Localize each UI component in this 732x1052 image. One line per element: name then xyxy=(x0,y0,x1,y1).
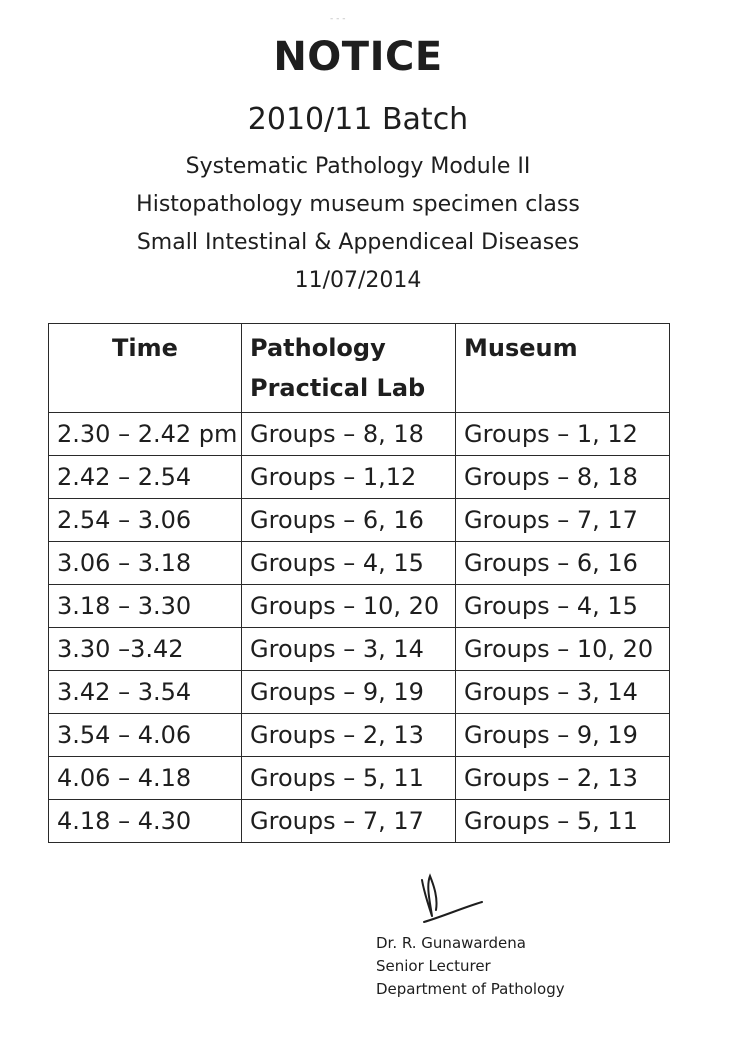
table-row xyxy=(49,800,670,843)
cell-time: 2.54 – 3.06 xyxy=(49,499,242,542)
header-museum: Museum xyxy=(456,324,670,413)
table-row xyxy=(49,671,670,714)
header-lab xyxy=(242,324,456,413)
cell-lab-groups: Groups – 7, 17 xyxy=(242,800,456,843)
cell-museum-groups: Groups – 1, 12 xyxy=(456,413,670,456)
cell-museum-groups: Groups – 5, 11 xyxy=(456,800,670,843)
schedule-table xyxy=(48,323,670,843)
subtitle-block xyxy=(0,150,716,302)
cell-museum-groups: Groups – 7, 17 xyxy=(456,499,670,542)
table-header-row xyxy=(49,324,670,413)
cell-lab-groups: Groups – 9, 19 xyxy=(242,671,456,714)
table-row xyxy=(49,499,670,542)
cell-time: 4.06 – 4.18 xyxy=(49,757,242,800)
cell-lab-groups: Groups – 5, 11 xyxy=(242,757,456,800)
signer-department: Department of Pathology xyxy=(376,980,565,998)
signer-block xyxy=(376,932,565,1001)
date-line: 11/07/2014 xyxy=(294,268,422,293)
header-lab-line1: Pathology xyxy=(250,334,386,362)
signer-title: Senior Lecturer xyxy=(376,957,491,975)
cell-time: 3.42 – 3.54 xyxy=(49,671,242,714)
cell-lab-groups: Groups – 8, 18 xyxy=(242,413,456,456)
batch-label: 2010/11 Batch xyxy=(247,102,469,137)
table-row xyxy=(49,413,670,456)
table-row xyxy=(49,456,670,499)
header-lab-line2: Practical Lab xyxy=(250,374,426,402)
table-row xyxy=(49,757,670,800)
module-line: Systematic Pathology Module II xyxy=(185,154,531,179)
table-row xyxy=(49,628,670,671)
cell-museum-groups: Groups – 9, 19 xyxy=(456,714,670,757)
cell-time: 3.54 – 4.06 xyxy=(49,714,242,757)
signer-name: Dr. R. Gunawardena xyxy=(376,934,526,952)
table-row xyxy=(49,542,670,585)
cell-museum-groups: Groups – 2, 13 xyxy=(456,757,670,800)
cell-museum-groups: Groups – 3, 14 xyxy=(456,671,670,714)
cell-time: 2.42 – 2.54 xyxy=(49,456,242,499)
notice-title: NOTICE xyxy=(273,34,443,80)
cell-time: 3.30 –3.42 xyxy=(49,628,242,671)
cell-museum-groups: Groups – 10, 20 xyxy=(456,628,670,671)
cell-time: 4.18 – 4.30 xyxy=(49,800,242,843)
cell-museum-groups: Groups – 4, 15 xyxy=(456,585,670,628)
signature-mark xyxy=(410,872,490,932)
class-line: Histopathology museum specimen class xyxy=(136,192,580,217)
cell-time: 2.30 – 2.42 pm xyxy=(49,413,242,456)
cell-lab-groups: Groups – 3, 14 xyxy=(242,628,456,671)
topic-line: Small Intestinal & Appendiceal Diseases xyxy=(136,230,580,255)
cell-museum-groups: Groups – 8, 18 xyxy=(456,456,670,499)
header-time: Time xyxy=(49,324,242,413)
cell-lab-groups: Groups – 4, 15 xyxy=(242,542,456,585)
cell-lab-groups: Groups – 2, 13 xyxy=(242,714,456,757)
cell-museum-groups: Groups – 6, 16 xyxy=(456,542,670,585)
table-row xyxy=(49,714,670,757)
cell-lab-groups: Groups – 10, 20 xyxy=(242,585,456,628)
cell-time: 3.18 – 3.30 xyxy=(49,585,242,628)
scan-speck: - - - xyxy=(330,14,346,24)
cell-lab-groups: Groups – 6, 16 xyxy=(242,499,456,542)
table-body xyxy=(49,413,670,843)
table-row xyxy=(49,585,670,628)
cell-lab-groups: Groups – 1,12 xyxy=(242,456,456,499)
cell-time: 3.06 – 3.18 xyxy=(49,542,242,585)
